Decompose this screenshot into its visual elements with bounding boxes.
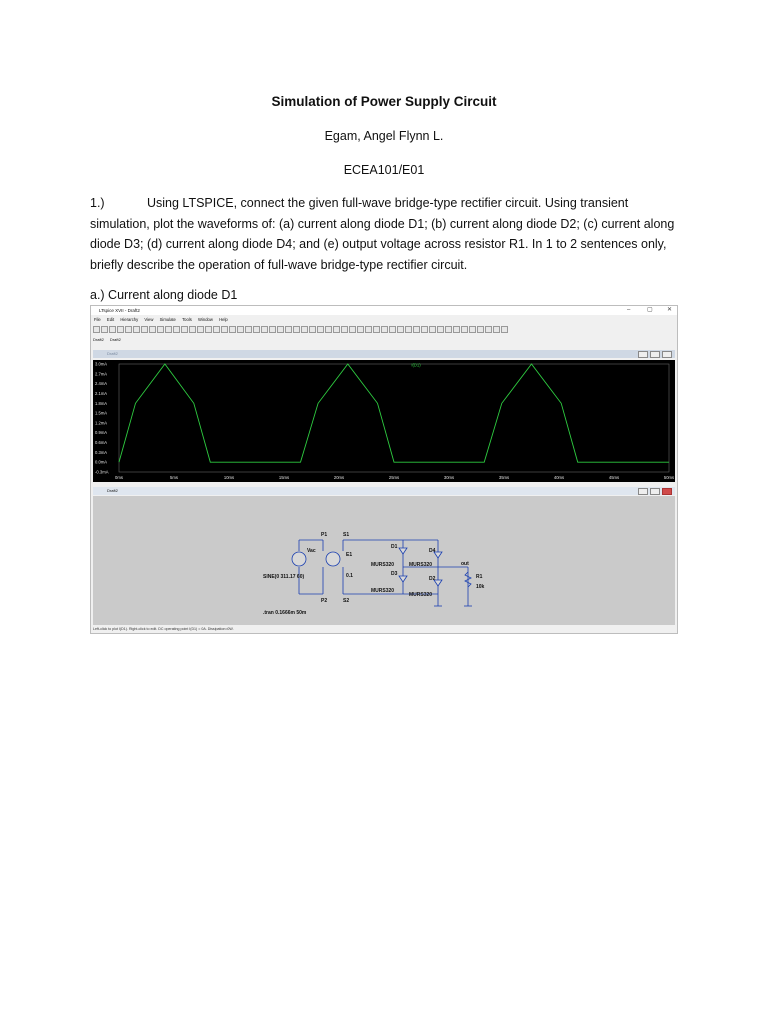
toolbar-button[interactable] xyxy=(277,326,284,333)
toolbar-button[interactable] xyxy=(245,326,252,333)
schematic-canvas[interactable] xyxy=(93,496,675,625)
out-label: out xyxy=(461,561,469,567)
toolbar-button[interactable] xyxy=(285,326,292,333)
x-tick-label: 15ms xyxy=(278,475,290,480)
toolbar-button[interactable] xyxy=(181,326,188,333)
menu-help[interactable]: Help xyxy=(219,317,228,322)
plot-pane-header xyxy=(93,350,675,358)
x-tick-label: 5ms xyxy=(170,475,178,480)
label-d2: D2 xyxy=(429,576,436,582)
tran-command: .tran 0.1666m 50m xyxy=(263,610,307,616)
toolbar-button[interactable] xyxy=(117,326,124,333)
toolbar-button[interactable] xyxy=(125,326,132,333)
r1-value: 10k xyxy=(476,584,485,590)
x-tick-label: 40ms xyxy=(553,475,565,480)
toolbar-button[interactable] xyxy=(109,326,116,333)
label-d4: D4 xyxy=(429,548,436,554)
pane-minimize-icon[interactable] xyxy=(638,488,648,495)
y-tick-label: 1.8mA xyxy=(95,400,108,406)
toolbar-button[interactable] xyxy=(213,326,220,333)
source-name: Vac xyxy=(307,548,316,554)
document-course: ECEA101/E01 xyxy=(343,163,425,177)
toolbar xyxy=(93,324,675,334)
menu-simulate[interactable]: Simulate xyxy=(159,317,176,322)
toolbar-button[interactable] xyxy=(325,326,332,333)
d1-model: MURS320 xyxy=(371,562,395,568)
menu-window[interactable]: Window xyxy=(198,317,213,322)
pane-close-icon[interactable] xyxy=(662,351,672,358)
pane-restore-icon[interactable] xyxy=(650,488,660,495)
tab-draft2-plot[interactable]: Draft2 xyxy=(93,337,104,342)
toolbar-button[interactable] xyxy=(141,326,148,333)
x-tick-label: 10ms xyxy=(223,475,235,480)
x-tick-label: 0ms xyxy=(115,475,123,480)
toolbar-button[interactable] xyxy=(93,326,100,333)
waveform-plot[interactable] xyxy=(93,360,675,482)
toolbar-button[interactable] xyxy=(405,326,412,333)
close-icon[interactable]: ✕ xyxy=(667,307,673,313)
pane-restore-icon[interactable] xyxy=(650,351,660,358)
y-tick-label: 1.5mA xyxy=(95,410,108,416)
y-tick-label: 0.0mA xyxy=(95,459,108,465)
toolbar-button[interactable] xyxy=(205,326,212,333)
source-value: SINE(0 311.17 60) xyxy=(263,574,305,580)
toolbar-button[interactable] xyxy=(293,326,300,333)
schematic-labels xyxy=(263,532,485,616)
schematic-wires xyxy=(299,540,468,606)
toolbar-button[interactable] xyxy=(317,326,324,333)
toolbar-button[interactable] xyxy=(477,326,484,333)
toolbar-button[interactable] xyxy=(461,326,468,333)
node-s2: S2 xyxy=(343,598,350,604)
toolbar-button[interactable] xyxy=(341,326,348,333)
minimize-icon[interactable]: – xyxy=(627,307,631,313)
x-tick-label: 45ms xyxy=(608,475,620,480)
label-d3: D3 xyxy=(391,571,398,577)
r1-name: R1 xyxy=(476,574,483,580)
toolbar-button[interactable] xyxy=(469,326,476,333)
toolbar-button[interactable] xyxy=(253,326,260,333)
toolbar-button[interactable] xyxy=(365,326,372,333)
node-p1: P1 xyxy=(321,532,328,538)
window-title: LTspice XVII - Draft2 xyxy=(99,308,140,313)
toolbar-button[interactable] xyxy=(165,326,172,333)
node-s1: S1 xyxy=(343,532,350,538)
toolbar-button[interactable] xyxy=(237,326,244,333)
d2-model: MURS320 xyxy=(409,592,433,598)
menu-file[interactable]: File xyxy=(94,317,101,322)
transformer-icon xyxy=(326,552,340,566)
y-tick-label: 0.9mA xyxy=(95,430,108,436)
menu-bar xyxy=(91,316,677,323)
ltspice-screenshot xyxy=(90,305,678,634)
menu-hierarchy[interactable]: Hierarchy xyxy=(120,317,139,322)
x-tick-label: 20ms xyxy=(333,475,345,480)
tab-bar xyxy=(93,336,121,344)
vac-source-icon xyxy=(292,552,306,566)
toolbar-button[interactable] xyxy=(261,326,268,333)
diode-d3-icon xyxy=(399,576,407,582)
toolbar-button[interactable] xyxy=(397,326,404,333)
document-title: Simulation of Power Supply Circuit xyxy=(271,94,497,109)
toolbar-button[interactable] xyxy=(453,326,460,333)
toolbar-button[interactable] xyxy=(429,326,436,333)
y-tick-label: 2.7mA xyxy=(95,371,108,377)
toolbar-button[interactable] xyxy=(485,326,492,333)
waveform-chart xyxy=(93,360,675,482)
d3-model: MURS320 xyxy=(371,588,395,594)
toolbar-button[interactable] xyxy=(309,326,316,333)
plot-frame xyxy=(119,364,669,472)
pane-close-icon[interactable] xyxy=(662,488,672,495)
transformer-name: E1 xyxy=(346,552,353,558)
toolbar-button[interactable] xyxy=(445,326,452,333)
menu-tools[interactable]: Tools xyxy=(182,317,192,322)
pane-minimize-icon[interactable] xyxy=(638,351,648,358)
node-p2: P2 xyxy=(321,598,328,604)
y-tick-label: 2.4mA xyxy=(95,381,108,387)
x-tick-label: 35ms xyxy=(498,475,510,480)
toolbar-button[interactable] xyxy=(101,326,108,333)
toolbar-button[interactable] xyxy=(421,326,428,333)
toolbar-button[interactable] xyxy=(349,326,356,333)
schematic-symbols xyxy=(292,548,472,606)
schematic-pane-title: Draft2 xyxy=(107,488,118,493)
schematic-drawing xyxy=(93,496,675,625)
y-tick-label: -0.3mA xyxy=(95,469,109,475)
x-tick-label: 25ms xyxy=(388,475,400,480)
x-tick-label: 50ms xyxy=(663,475,675,480)
tab-draft2-schematic[interactable]: Draft2 xyxy=(109,337,121,342)
y-tick-label: 1.2mA xyxy=(95,420,108,426)
toolbar-button[interactable] xyxy=(133,326,140,333)
legend-label[interactable]: I(D1) xyxy=(411,362,421,368)
toolbar-button[interactable] xyxy=(221,326,228,333)
transformer-value: 0.1 xyxy=(346,573,353,579)
diode-d1-icon xyxy=(399,548,407,554)
toolbar-button[interactable] xyxy=(149,326,156,333)
toolbar-button[interactable] xyxy=(173,326,180,333)
toolbar-button[interactable] xyxy=(413,326,420,333)
question-number: 1.) xyxy=(90,196,105,210)
y-tick-label: 2.1mA xyxy=(95,390,108,396)
label-d1: D1 xyxy=(391,544,398,550)
y-tick-label: 3.0mA xyxy=(95,361,108,367)
toolbar-button[interactable] xyxy=(381,326,388,333)
toolbar-button[interactable] xyxy=(301,326,308,333)
x-tick-label: 30ms xyxy=(443,475,455,480)
toolbar-button[interactable] xyxy=(437,326,444,333)
toolbar-button[interactable] xyxy=(269,326,276,333)
plot-pane-title: Draft2 xyxy=(107,351,118,356)
toolbar-button[interactable] xyxy=(229,326,236,333)
section-heading: a.) Current along diode D1 xyxy=(90,288,238,302)
schematic-pane-header xyxy=(93,487,675,495)
y-tick-label: 0.6mA xyxy=(95,440,108,446)
toolbar-button[interactable] xyxy=(157,326,164,333)
toolbar-button[interactable] xyxy=(493,326,500,333)
status-bar: Left-click to plot I(D1). Right-click to edit. DC operating point I(D1) = 0A. Dissipation=0W. xyxy=(93,626,675,633)
toolbar-button[interactable] xyxy=(373,326,380,333)
question-paragraph xyxy=(90,193,688,275)
series-line-I(D1) xyxy=(119,364,669,462)
toolbar-button[interactable] xyxy=(189,326,196,333)
d4-model: MURS320 xyxy=(409,562,433,568)
menu-edit[interactable]: Edit xyxy=(106,317,115,322)
toolbar-button[interactable] xyxy=(357,326,364,333)
toolbar-button[interactable] xyxy=(197,326,204,333)
menu-view[interactable]: View xyxy=(144,317,154,322)
toolbar-button[interactable] xyxy=(389,326,396,333)
maximize-icon[interactable]: ▢ xyxy=(647,307,653,313)
question-text: Using LTSPICE, connect the given full-wave bridge-type rectifier circuit. Using transient simulation, plot the waveforms of: (a) current along diode D1; (b) current along diode D2; (c) current along diode D3; (d) current along diode D4; and (e) output voltage across resistor R1. In 1 to 2 sentences only, briefly describe the operation of full-wave bridge-type rectifier circuit. xyxy=(90,196,675,272)
document-author: Egam, Angel Flynn L. xyxy=(324,129,444,143)
toolbar-button[interactable] xyxy=(333,326,340,333)
ltspice-title-bar xyxy=(91,306,677,315)
y-tick-label: 0.3mA xyxy=(95,449,108,455)
toolbar-button[interactable] xyxy=(501,326,508,333)
